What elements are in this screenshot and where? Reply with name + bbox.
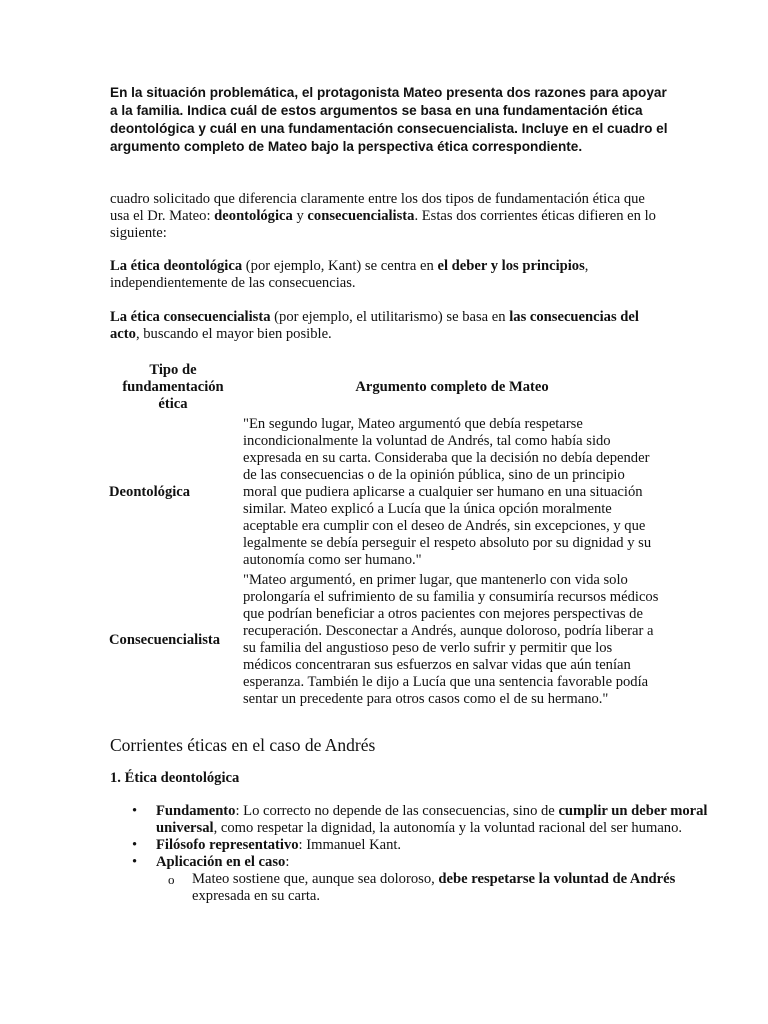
sub-bullet-list <box>156 871 716 905</box>
row-type-deontologica: Deontológica <box>109 484 191 500</box>
subsection-title: 1. Ética deontológica <box>110 770 240 786</box>
fundamento-text-2: , como respetar la dignidad, la autonomía y la voluntad racional del ser humano. <box>213 820 683 836</box>
table-row <box>106 570 664 709</box>
consequentialist-paragraph <box>110 309 660 343</box>
table-header-row <box>106 360 664 414</box>
row-type-consecuencialista: Consecuencialista <box>109 631 221 648</box>
list-item-aplicacion <box>132 854 716 905</box>
assignment-prompt: En la situación problemática, el protagonista Mateo presenta dos razones para apoyar a la familia. Indica cuál de estos argumentos se basa en una fundamentación ética deontológica y cuál en una fundamentación consecuencialista. Incluye en el cuadro el argumento completo de Mateo bajo la perspectiva ética correspondiente. <box>110 85 668 154</box>
bullet-dot-icon: • <box>132 803 138 819</box>
deontological-paragraph <box>110 258 660 292</box>
intro-bold-consecuencialista: consecuencialista <box>307 208 415 224</box>
bullet-list <box>110 803 716 905</box>
intro-bold-deontologica: deontológica <box>214 208 293 224</box>
sub-bold: debe respetarse la voluntad de Andrés <box>438 871 676 887</box>
bullet-dot-icon: • <box>132 837 138 853</box>
list-item-filosofo <box>132 837 716 854</box>
deon-text-1: (por ejemplo, Kant) se centra en <box>242 258 438 274</box>
row-argument-deontologica: "En segundo lugar, Mateo argumentó que debía respetarse incondicionalmente la voluntad de Andrés, tal como había sido expresada en su carta. Consideraba que la decisión no debía depender de las consecuencias o de la opinión pública, sino de un principio moral que pudiera aplicarse a cualquier ser humano en una situación similar. Mateo explicó a Lucía que la única opción moralmente aceptable era cumplir con el deseo de Andrés, sin excepciones, y que legalmente se debía perseguir el respeto absoluto por su dignidad y su autonomía como ser humano." <box>243 416 652 568</box>
filosofo-label: Filósofo representativo <box>156 837 299 853</box>
row-argument-consecuencialista: "Mateo argumentó, en primer lugar, que mantenerlo con vida solo prolongaría el sufrimiento de su familia y consumiría recursos médicos que podrían beneficiar a otros pacientes con mejores perspectivas de recuperación. Desconectar a Andrés, aunque doloroso, podría liberar a su familia del angustioso peso de verlo sufrir y permitir que los médicos concentraran sus esfuerzos en salvar vidas que aún tenían esperanza. También le dijo a Lucía que una sentencia favorable podía sentar un precedente para otros casos como el de su hermano." <box>243 572 659 707</box>
intro-text-2: y <box>292 208 308 224</box>
deon-bold-1: La ética deontológica <box>110 258 243 274</box>
fundamento-bold: cumplir un deber moral universal <box>156 803 708 836</box>
header-type: Tipo de fundamentación ética <box>122 362 224 412</box>
aplicacion-text: : <box>285 854 290 870</box>
table-row <box>106 414 664 570</box>
ethics-table <box>106 360 664 709</box>
bullet-dot-icon: • <box>132 854 138 870</box>
intro-text-3: . Estas dos corrientes éticas difieren en lo siguiente: <box>110 208 656 241</box>
intro-text-1: cuadro solicitado que diferencia claramente entre los dos tipos de fundamentación ética que usa el Dr. Mateo: <box>110 191 645 224</box>
cons-bold-2: las consecuencias del acto <box>110 309 639 342</box>
section-title: Corrientes éticas en el caso de Andrés <box>110 735 376 755</box>
header-argument: Argumento completo de Mateo <box>355 379 549 395</box>
cons-text-1: (por ejemplo, el utilitarismo) se basa en <box>270 309 510 325</box>
filosofo-text: : Immanuel Kant. <box>298 837 402 853</box>
fundamento-label: Fundamento <box>156 803 236 819</box>
bullet-circle-icon: o <box>168 872 175 887</box>
deon-bold-2: el deber y los principios <box>437 258 585 274</box>
cons-text-2: , buscando el mayor bien posible. <box>135 326 332 342</box>
sub-list-item <box>168 871 716 905</box>
list-item-fundamento <box>132 803 716 837</box>
sub-text-1: Mateo sostiene que, aunque sea doloroso, <box>192 871 439 887</box>
cons-bold-1: La ética consecuencialista <box>110 309 271 325</box>
fundamento-text-1: : Lo correcto no depende de las consecuencias, sino de <box>235 803 559 819</box>
aplicacion-label: Aplicación en el caso <box>156 854 286 870</box>
sub-text-2: expresada en su carta. <box>192 888 321 904</box>
deon-text-2: , independientemente de las consecuencias. <box>110 258 589 291</box>
intro-paragraph <box>110 191 660 242</box>
